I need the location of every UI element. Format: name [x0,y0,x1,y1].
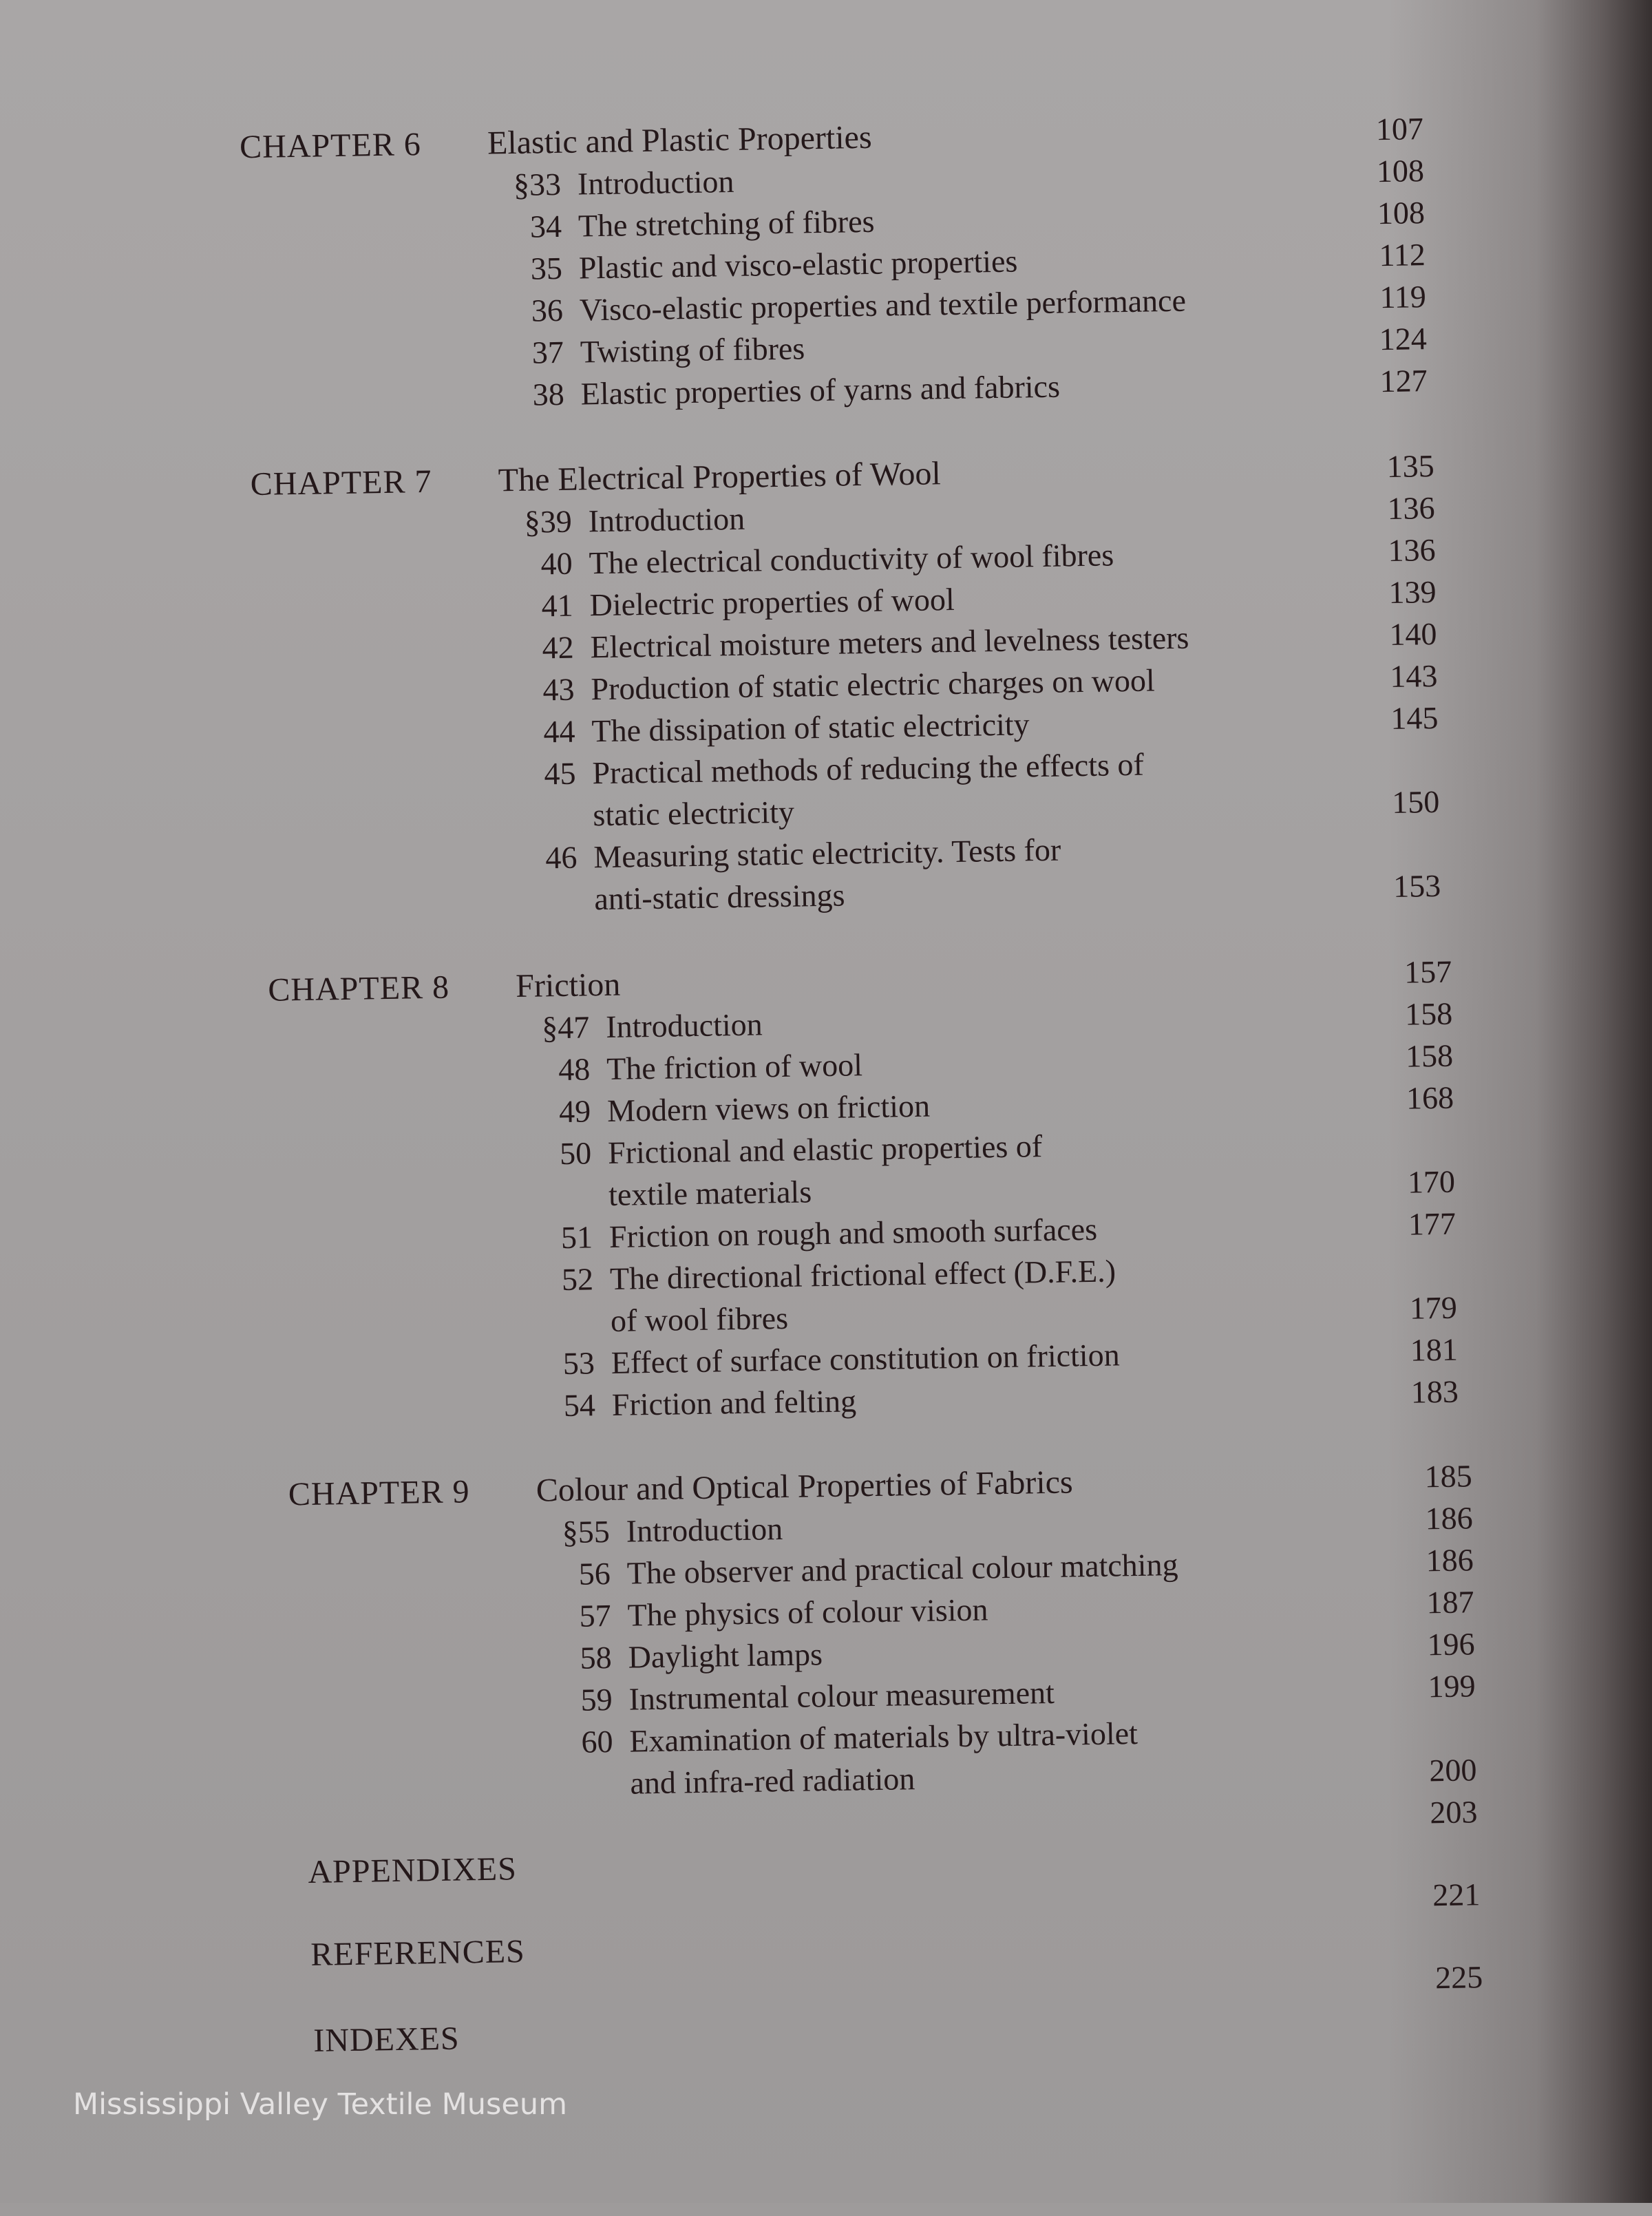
page-number: 136 [1388,531,1436,569]
page-number: 170 [1407,1163,1456,1200]
section-number: §39 [524,503,573,540]
section-title: Modern views on friction [606,1088,931,1128]
chapter-8-block [268,951,1459,1431]
page-number: 177 [1408,1205,1457,1242]
section-number: 56 [578,1556,611,1592]
section-number: 42 [542,629,574,666]
section-title-line-1: Practical methods of reducing the effects of [592,746,1145,791]
section-title: Friction on rough and smooth surfaces [608,1211,1098,1254]
chapter-label: CHAPTER 9 [288,1473,470,1513]
chapter-label: CHAPTER 8 [267,969,450,1009]
chapter-7-block [250,445,1441,925]
page-number: 183 [1410,1373,1459,1410]
section-title [608,1120,1359,1216]
section-title: Dielectric properties of wool [589,581,955,623]
section-number: §47 [541,1009,590,1046]
section-title: Daylight lamps [628,1636,823,1675]
section-title: The dissipation of static electricity [591,706,1030,749]
chapter-9-block [288,1455,1476,1809]
section-number: 59 [580,1681,613,1718]
references-label: REFERENCES [310,1933,526,1973]
section-number: 45 [544,755,576,792]
chapter-6-block [240,107,1428,420]
section-number: 46 [544,839,578,876]
section-title: The observer and practical colour matching [626,1547,1178,1591]
page-number: 186 [1425,1500,1474,1537]
page-number: 168 [1406,1079,1454,1116]
section-title: The electrical conductivity of wool fibres [589,537,1114,581]
section-title-line-2: anti-static dressings [593,877,845,917]
page-number: 139 [1388,573,1437,611]
page-number: 135 [1386,448,1435,485]
page-number: 112 [1379,237,1426,273]
section-title-line-1: Examination of materials by ultra-violet [629,1716,1139,1759]
indexes-page: 225 [1434,1959,1483,1996]
section-title [610,1246,1362,1342]
indexes-label: INDEXES [313,2020,460,2059]
page-number: 187 [1426,1584,1474,1621]
section-number: 60 [581,1723,613,1760]
section-title: Plastic and visco-elastic properties [578,243,1018,286]
page-number: 196 [1427,1626,1475,1663]
chapter-label: CHAPTER 6 [239,126,422,166]
section-number: 44 [543,713,575,750]
section-row [256,823,1441,925]
page-number: 143 [1390,657,1438,695]
page-number: 150 [1391,783,1440,821]
section-title: Elastic properties of yarns and fabrics [580,368,1061,412]
section-title: Twisting of fibres [580,330,805,370]
section-title: The physics of colour vision [627,1592,988,1633]
page-number: 199 [1428,1668,1476,1705]
section-title-line-2: textile materials [608,1174,812,1212]
chapter-title: Friction [515,966,621,1005]
section-title: The stretching of fibres [578,203,875,244]
section-number: §55 [562,1514,611,1550]
section-title [593,824,1345,920]
page-number: 107 [1375,111,1424,147]
appendixes-label: APPENDIXES [308,1850,518,1890]
section-number: 34 [529,208,562,244]
chapter-title: The Electrical Properties of Wool [498,455,942,499]
section-number: 48 [558,1051,591,1088]
page-number: 185 [1424,1458,1473,1495]
section-number: §33 [513,166,562,202]
page-number: 136 [1387,490,1435,527]
section-number: 53 [562,1345,595,1382]
section-number: 57 [579,1598,612,1634]
page-number: 158 [1404,995,1453,1032]
section-row [292,1707,1477,1809]
section-number: 36 [531,292,564,328]
section-number: 52 [561,1261,594,1298]
page-number: 157 [1404,953,1452,990]
section-number: 41 [541,587,574,624]
chapter-title: Colour and Optical Properties of Fabrics [536,1464,1073,1509]
section-title: Introduction [588,500,745,539]
page-number: 181 [1410,1331,1459,1368]
section-number: 40 [540,545,573,582]
section-title: The friction of wool [606,1047,863,1086]
page-number: 158 [1405,1037,1454,1074]
section-title-line-1: The directional frictional effect (D.F.E.) [609,1253,1116,1296]
page-number: 145 [1390,699,1439,737]
section-title-line-1: Frictional and elastic properties of [607,1128,1043,1170]
page-number: 108 [1377,195,1426,231]
section-number: 38 [532,376,565,412]
section-title [592,740,1344,836]
section-title-line-2: and infra-red radiation [630,1761,915,1801]
museum-watermark: Mississippi Valley Textile Museum [73,2087,567,2122]
section-title: Electrical moisture meters and levelness testers [590,620,1189,665]
chapter-title: Elastic and Plastic Properties [487,118,872,162]
section-title: Introduction [577,163,734,202]
section-title-line-2: static electricity [593,794,795,833]
section-title: Friction and felting [611,1383,857,1422]
section-title: Effect of surface constitution on friction [611,1337,1120,1380]
section-title-line-1: Measuring static electricity. Tests for [593,832,1061,875]
references-page: 221 [1432,1877,1481,1913]
page-number: 186 [1426,1542,1474,1579]
page-number: 140 [1389,615,1437,653]
section-number: 51 [560,1219,593,1256]
page-number: 127 [1379,363,1428,399]
chapter-label: CHAPTER 7 [250,463,432,503]
section-title: Introduction [605,1006,763,1045]
section-title: Introduction [626,1511,783,1549]
section-number: 49 [558,1093,591,1130]
section-title-line-2: of wool fibres [610,1300,789,1338]
section-number: 35 [530,250,563,286]
section-number: 37 [531,334,564,370]
section-title: Instrumental colour measurement [628,1674,1055,1717]
page-number: 200 [1428,1752,1477,1788]
page-number: 153 [1392,867,1441,905]
page-number: 124 [1379,321,1428,357]
section-title: Visco-elastic properties and textile performance [579,282,1187,328]
appendixes-page: 203 [1429,1794,1478,1830]
section-number: 50 [559,1135,592,1172]
section-number: 43 [542,671,575,708]
page-number: 119 [1379,279,1427,315]
section-title: Production of static electric charges on wool [591,662,1156,707]
section-number: 58 [580,1639,613,1676]
section-number: 54 [563,1387,596,1424]
page-number: 179 [1409,1289,1458,1326]
section-title [629,1708,1381,1804]
page-number: 108 [1376,153,1425,189]
